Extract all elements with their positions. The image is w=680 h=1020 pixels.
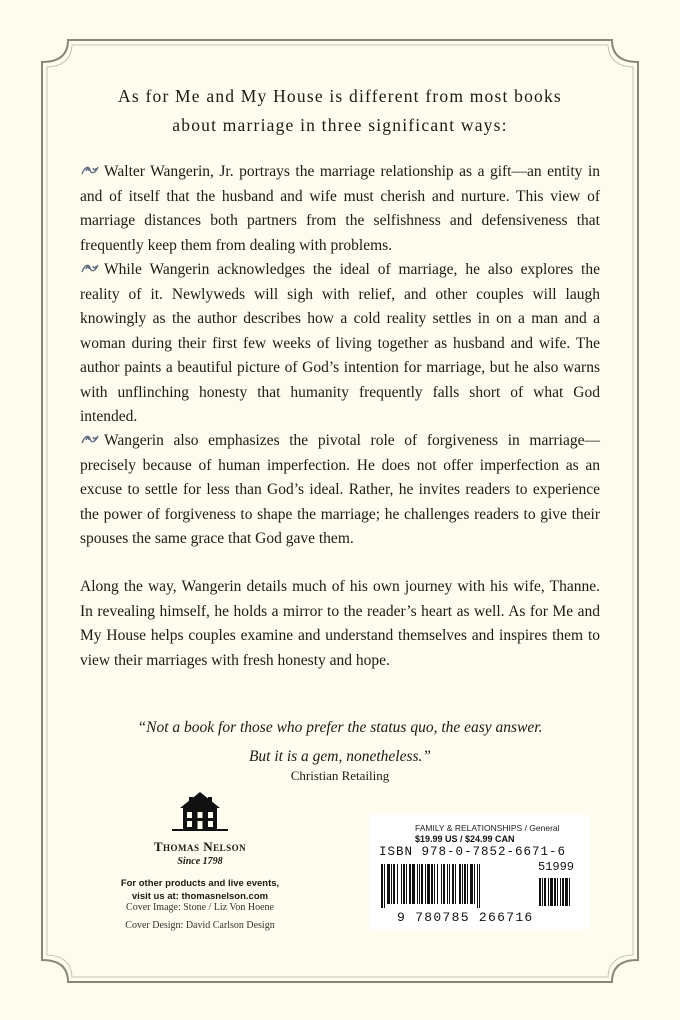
review-quote (80, 713, 600, 771)
point-2-line-5: author paints a beautiful picture of God’s intention for marriage, but he also (80, 359, 559, 376)
closing-line-4: and inspires them to view their marriages with fresh honesty and hope. (80, 627, 601, 669)
point-2-line-4: woman during their first few weeks of living together as husband and wife. The (80, 334, 600, 352)
visit-line-1: For other products and live events, (120, 878, 280, 889)
barcode-bar (384, 864, 385, 908)
price-barcode-bar (560, 878, 561, 906)
point-3-line-4: experience the power of forgiveness to shape the marriage; he challenges (80, 481, 601, 523)
barcode-bar (409, 864, 411, 904)
barcode-bar (431, 864, 433, 904)
price-barcode-bar (542, 878, 543, 906)
closing-line-3: As for Me and My House helps couples examine and understand themselves (80, 602, 600, 644)
intro-line-1: As for Me and My House is different from most books (118, 86, 562, 106)
visit-line-2: visit us at: thomasnelson.com (131, 891, 269, 902)
point-2-line-7: intended. (80, 408, 138, 425)
ean-digits: 9 780785 266716 (397, 910, 534, 925)
cover-design-credit: Cover Design: David Carlson Design (125, 920, 275, 931)
point-3-line-1: Wangerin also emphasizes the pivotal role of forgiveness in marriage— (104, 432, 600, 449)
barcode-bar (425, 864, 426, 904)
point-3 (80, 429, 600, 552)
price-barcode-bar (544, 878, 546, 906)
publisher-since: Since 1798 (177, 856, 223, 867)
price-barcode-bar (548, 878, 549, 906)
barcode-bar (441, 864, 442, 904)
intro-heading (80, 82, 600, 140)
barcode-bar (419, 864, 420, 904)
flourish-ornament-icon (80, 164, 100, 177)
barcode-bar (452, 864, 454, 904)
quote-attribution: Christian Retailing (290, 768, 390, 783)
closing-line-1: Along the way, Wangerin details much of his own journey with his wife, (80, 578, 545, 595)
price-barcode-bar (565, 878, 568, 906)
publisher-block (110, 788, 290, 903)
price-barcode-bar (562, 878, 564, 906)
barcode-bar (434, 864, 435, 904)
barcode-bar (417, 864, 418, 904)
closing-paragraph (80, 575, 600, 673)
price-label: $19.99 US / $24.99 CAN (415, 834, 515, 844)
barcode-bar (397, 864, 398, 904)
cover-image-credit: Cover Image: Stone / Liz Von Hoene (126, 902, 274, 913)
barcode-panel (369, 815, 590, 929)
flourish-ornament-icon (80, 433, 100, 446)
point-3-line-2: precisely because of human imperfection. He does not offer imperfection (80, 456, 559, 474)
publisher-name: Thomas Nelson (153, 839, 247, 854)
price-barcode-bar (550, 878, 553, 906)
point-3-line-3: as an excuse to settle for less than God’s ideal. Rather, he invites readers to (80, 456, 601, 498)
barcode-bar (437, 864, 438, 904)
barcode-bar (455, 864, 456, 904)
point-3-line-5: readers to give their spouses the same grace that God gave them. (80, 505, 601, 547)
closing-line-2: Thanne. In revealing himself, he holds a mirror to the reader’s heart as well. (80, 578, 600, 620)
point-1-line-2: in and of itself that the husband and wife must cherish and nurture. This view (80, 163, 600, 205)
barcode-icon (377, 864, 582, 910)
cover-credits (110, 899, 290, 935)
point-1 (80, 160, 600, 258)
barcode-bar (470, 864, 473, 904)
barcode-bar (479, 864, 480, 908)
barcode-bar (459, 864, 461, 904)
house-logo-icon (170, 788, 230, 832)
barcode-bar (391, 864, 392, 904)
price-barcode-bar (539, 878, 541, 906)
barcode-bar (381, 864, 383, 908)
price-barcode-bar (554, 878, 556, 906)
bisac-category: FAMILY & RELATIONSHIPS / General (415, 823, 560, 833)
barcode-bar (412, 864, 415, 904)
point-2-line-6: warns with unflinching honesty that humanity frequently falls short of what God (80, 359, 600, 401)
barcode-bar (462, 864, 463, 904)
point-2 (80, 258, 600, 430)
point-1-line-4: that frequently keep them from dealing with problems. (80, 212, 600, 254)
barcode-bar (387, 864, 390, 904)
barcode-bar (401, 864, 402, 904)
quote-line-2: But it is a gem, nonetheless.” (248, 748, 432, 765)
price-barcode-bar (557, 878, 558, 906)
price-barcode-bar (569, 878, 570, 906)
barcode-bar (477, 864, 478, 908)
quote-line-1: “Not a book for those who prefer the status quo, the easy answer. (137, 719, 543, 736)
point-1-line-1: Walter Wangerin, Jr. portrays the marriage relationship as a gift—an entity (104, 163, 583, 180)
barcode-bar (443, 864, 445, 904)
point-2-line-3: knowingly as the author describes how a cold reality settles in on a man and a (80, 310, 600, 327)
barcode-bar (421, 864, 423, 904)
barcode-bar (427, 864, 430, 904)
point-2-line-2: reality of it. Newlyweds will sigh with relief, and other couples will laugh (80, 285, 600, 303)
price-code: 51999 (538, 860, 575, 874)
barcode-bar (393, 864, 395, 904)
barcode-bar (467, 864, 468, 904)
barcode-bar (406, 864, 407, 904)
isbn-text: ISBN 978-0-7852-6671-6 (379, 845, 567, 859)
point-2-line-1: While Wangerin acknowledges the ideal of marriage, he also explores the (104, 261, 600, 278)
flourish-ornament-icon (80, 262, 100, 275)
barcode-bar (464, 864, 466, 904)
barcode-bar (474, 864, 475, 904)
barcode-bar (403, 864, 405, 904)
intro-line-2: about marriage in three significant ways: (172, 115, 508, 135)
barcode-bar (449, 864, 450, 904)
point-1-line-3: of marriage distances both partners from the selfishness and defensiveness (80, 187, 601, 229)
barcode-bar (447, 864, 448, 904)
